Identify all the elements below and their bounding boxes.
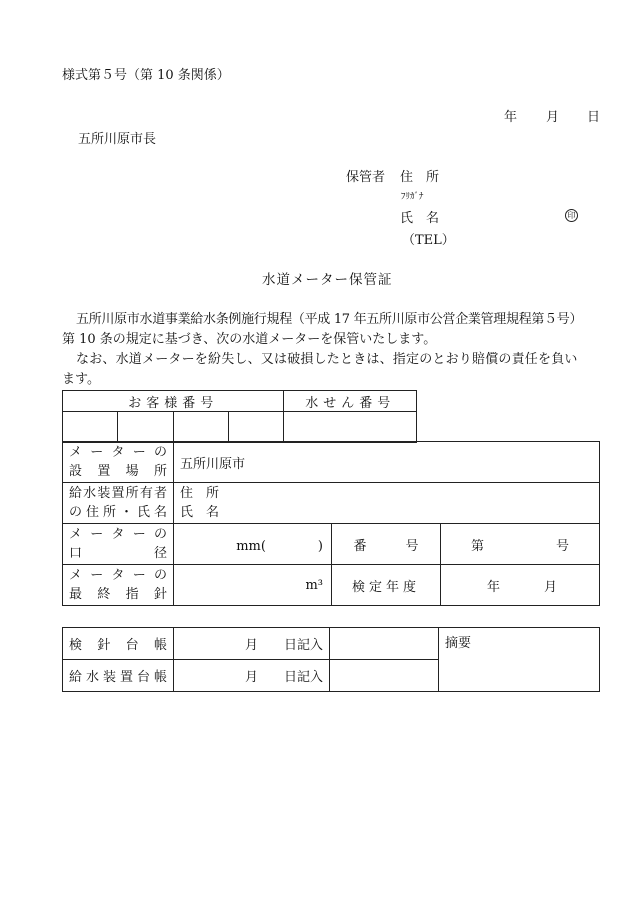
keeper-address-label: 住 所 xyxy=(400,170,440,185)
label-text: 検定年度 xyxy=(351,579,420,595)
customer-number-header xyxy=(63,391,284,412)
keeper-furigana-label: ﾌﾘｶﾞﾅ xyxy=(401,192,424,202)
number-table xyxy=(62,390,417,443)
body-paragraph-1 xyxy=(62,310,602,350)
customer-number-cell[interactable] xyxy=(229,412,284,443)
caliber-label xyxy=(63,524,174,565)
inspection-year-value[interactable] xyxy=(441,565,600,606)
meter-number-label: 番 号 xyxy=(332,524,441,565)
caliber-value[interactable]: mm( ) xyxy=(174,524,332,565)
addressee: 五所川原市長 xyxy=(78,132,157,147)
meter-number-value[interactable] xyxy=(441,524,600,565)
customer-number-cell[interactable] xyxy=(118,412,173,443)
faucet-number-header xyxy=(284,391,417,412)
number-suffix: 号 xyxy=(555,538,569,554)
reading-value[interactable]: m³ xyxy=(174,565,332,606)
date-month: 月 xyxy=(546,110,560,125)
date-year: 年 xyxy=(504,110,518,125)
label-line: メーターの xyxy=(69,445,167,460)
reading-label xyxy=(63,565,174,606)
number-prefix: 第 xyxy=(471,538,485,554)
owner-value[interactable] xyxy=(174,483,600,524)
keeper-tel-label: （TEL） xyxy=(402,233,455,248)
keeper-name-label: 氏 名 xyxy=(400,211,440,226)
inspection-year-label xyxy=(332,565,441,606)
form-number: 様式第５号（第 10 条関係） xyxy=(62,68,230,83)
meter-ledger-date[interactable]: 月 日記入 xyxy=(174,628,330,660)
records-table xyxy=(62,627,600,692)
meter-ledger-entry[interactable] xyxy=(330,628,439,660)
date-day: 日 xyxy=(587,110,601,125)
month-text: 月 xyxy=(543,579,557,595)
remarks-cell[interactable] xyxy=(439,628,600,692)
body-line: 五所川原市水道事業給水条例施行規程（平成 17 年五所川原市公営企業管理規程第５号） xyxy=(76,312,583,327)
remarks-label: 摘要 xyxy=(445,636,472,651)
owner-label xyxy=(63,483,174,524)
label-line: 給水装置所有者 xyxy=(69,486,167,501)
document-title: 水道メーター保管証 xyxy=(262,272,393,288)
keeper-label: 保管者 xyxy=(346,170,386,185)
body-paragraph-2 xyxy=(62,350,602,390)
meter-ledger-label xyxy=(63,628,174,660)
owner-address-label: 住 所 xyxy=(180,486,220,501)
label-text: 検針台帳 xyxy=(69,638,167,653)
label-line: 最終指針 xyxy=(69,587,167,602)
customer-number-cell[interactable] xyxy=(63,412,118,443)
label-line: メーターの xyxy=(69,568,167,583)
customer-number-cell[interactable] xyxy=(173,412,228,443)
body-line: なお、水道メーターを紛失し、又は破損したときは、指定のとおり賠償の責任を負い xyxy=(76,352,578,367)
label-line: 設置場所 xyxy=(69,464,167,479)
owner-name-label: 氏 名 xyxy=(180,505,220,520)
supply-ledger-date[interactable]: 月 日記入 xyxy=(174,660,330,692)
header-text: 水せん番号 xyxy=(305,395,396,411)
supply-ledger-entry[interactable] xyxy=(330,660,439,692)
label-line: 口径 xyxy=(69,546,167,561)
body-line: ます。 xyxy=(62,372,100,387)
supply-ledger-label xyxy=(63,660,174,692)
location-value[interactable]: 五所川原市 xyxy=(174,442,600,483)
label-line: メーターの xyxy=(69,527,167,542)
meter-info-table xyxy=(62,441,600,606)
label-line: の住所・氏名 xyxy=(69,505,167,520)
year-text: 年 xyxy=(487,579,501,595)
label-text: 給水装置台帳 xyxy=(69,670,167,685)
faucet-number-cell[interactable] xyxy=(284,412,417,443)
location-label xyxy=(63,442,174,483)
header-text: お客様番号 xyxy=(128,395,219,411)
seal-icon: 印 xyxy=(565,209,578,222)
body-line: 第 10 条の規定に基づき、次の水道メーターを保管いたします。 xyxy=(62,332,437,347)
